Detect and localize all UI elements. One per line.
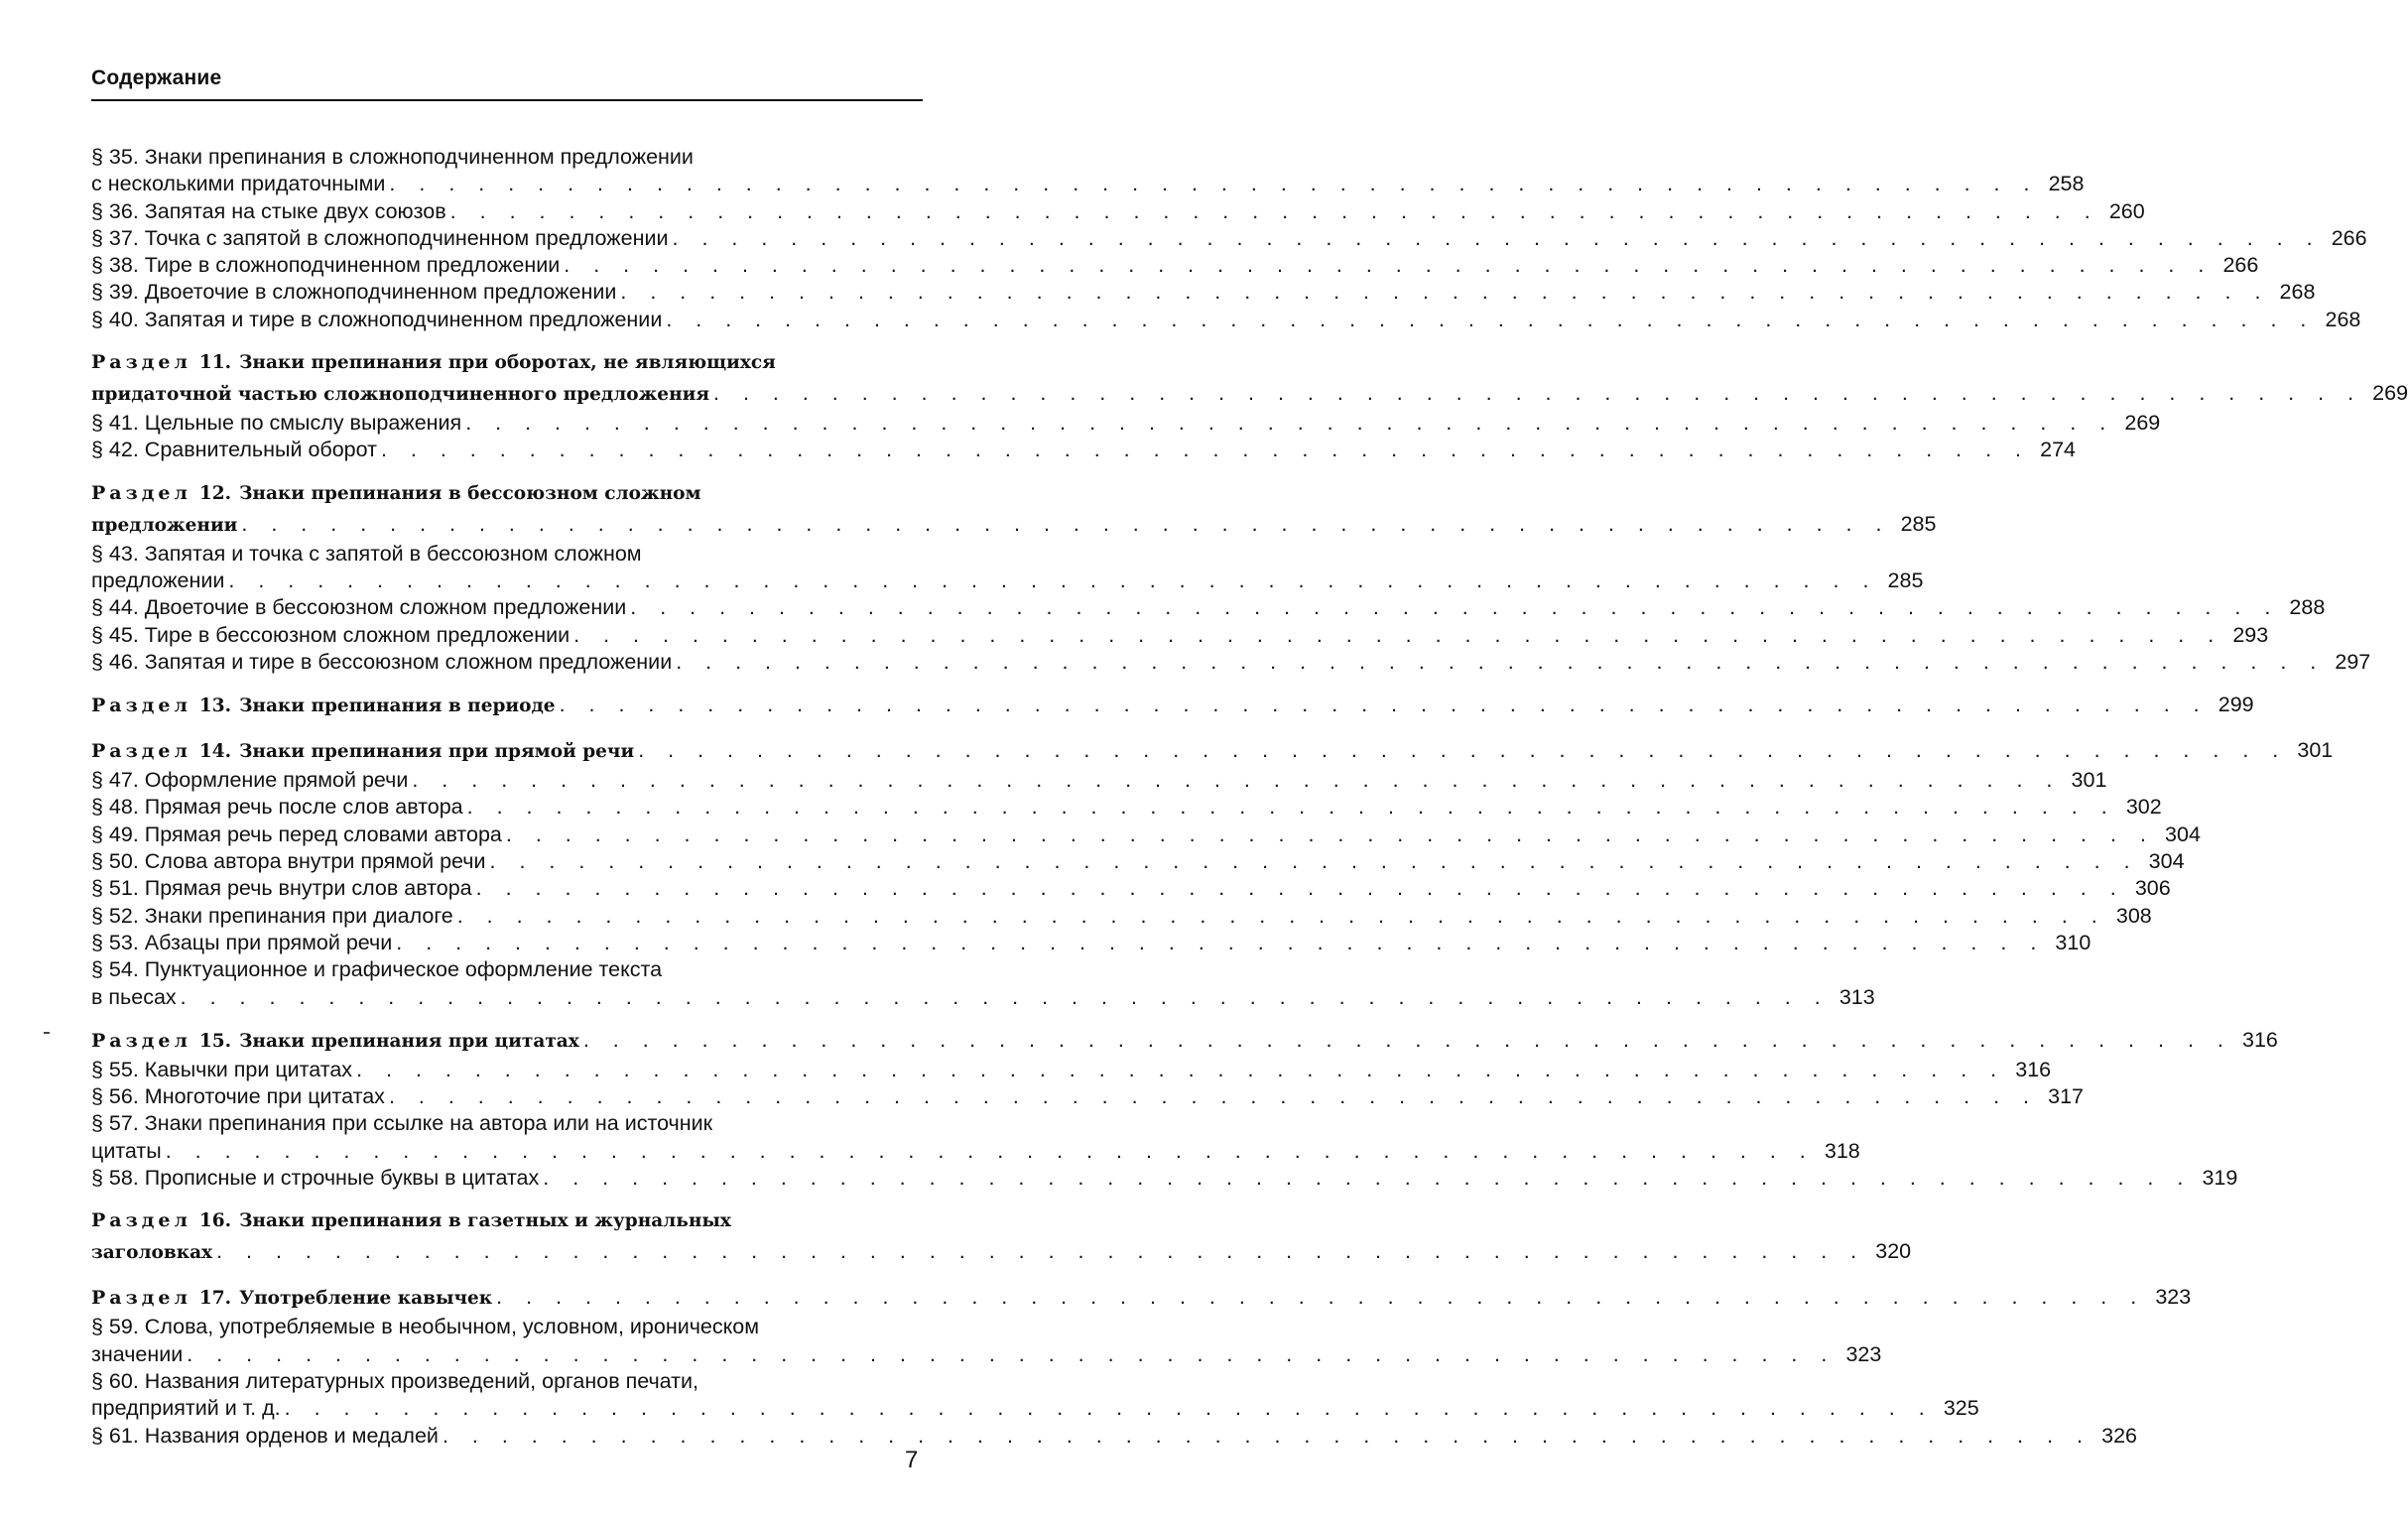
toc-entry: [91, 848, 2185, 875]
entry-text: заголовках: [91, 1242, 213, 1264]
entry-text: § 39. Двоеточие в сложноподчиненном предложении: [91, 280, 617, 305]
entry-text: предложении: [91, 568, 225, 592]
dot-leader: . . . . . . . . . . . . . . . . . . . . . . . . . . . . . . . . . . . . . . . . . . . . . . . . . . . . . . . .: [228, 568, 1878, 592]
toc-entry: [91, 225, 2367, 252]
toc-line: [91, 1314, 923, 1340]
entry-text: § 37. Точка с запятой в сложноподчиненном предложении: [91, 225, 669, 250]
toc-line: [91, 509, 1937, 541]
toc-entry: [91, 1423, 2137, 1450]
section-word: Раздел: [91, 1287, 191, 1310]
toc-line: [91, 794, 2162, 821]
toc-entry: [91, 541, 1924, 595]
toc-line: [91, 410, 2161, 437]
toc-line: [91, 1083, 2084, 1110]
toc-line: [91, 1057, 2052, 1083]
dot-leader: . . . . . . . . . . . . . . . . . . . . . . . . . . . . . . . . . . . . . . . . . . . . . . . . . . . . . . . .: [672, 225, 2322, 250]
dot-leader: . . . . . . . . . . . . . . . . . . . . . . . . . . . . . . . . . . . . . . . . . . . . . . . . . . . . . . . .: [180, 984, 1830, 1009]
entry-text: § 45. Тире в бессоюзном сложном предложении: [91, 622, 570, 647]
page-ref: 318: [1824, 1138, 1860, 1163]
dot-leader: . . . . . . . . . . . . . . . . . . . . . . . . . . . . . . . . . . . . . . . . . . . . . . . . . . . . . . . .: [543, 1166, 2193, 1191]
page-ref: 304: [2148, 849, 2185, 874]
toc-entry: [91, 144, 2085, 198]
dot-leader: . . . . . . . . . . . . . . . . . . . . . . . . . . . . . . . . . . . . . . . . . . . . . . . . . . . . . . . .: [465, 411, 2115, 436]
page-ref: 274: [2040, 438, 2077, 462]
toc-line: [91, 568, 1924, 594]
page-ref: 285: [1900, 511, 1937, 536]
table-of-contents: [91, 144, 2408, 1450]
dot-leader: . . . . . . . . . . . . . . . . . . . . . . . . . . . . . . . . . . . . . . . . . . . . . . . . . . . . . . . .: [475, 876, 2125, 901]
page-ref: 308: [2115, 903, 2152, 928]
page-ref: 269: [2372, 381, 2408, 406]
dot-leader: . . . . . . . . . . . . . . . . . . . . . . . . . . . . . . . . . . . . . . . . . . . . . . . . . . . . . . . .: [412, 768, 2062, 793]
page-ref: 323: [1845, 1341, 1882, 1366]
toc-line: [91, 478, 923, 509]
page-ref: 269: [2124, 411, 2161, 436]
dot-leader: . . . . . . . . . . . . . . . . . . . . . . . . . . . . . . . . . . . . . . . . . . . . . . . . . . . . . . . .: [630, 595, 2280, 620]
entry-text: предприятий и т. д.: [91, 1396, 281, 1421]
page-ref: 304: [2165, 822, 2201, 846]
entry-text: § 57. Знаки препинания при ссылке на автора или на источник: [91, 1111, 713, 1136]
toc-line: [91, 690, 2254, 721]
section-word: Раздел: [91, 481, 191, 504]
entry-text: значении: [91, 1341, 184, 1366]
toc-line: [91, 1368, 923, 1395]
entry-text: Знаки препинания при цитатах: [239, 1030, 579, 1052]
entry-text: § 43. Запятая и точка с запятой в бессоюзном сложном: [91, 541, 642, 566]
section-word: Раздел: [91, 351, 191, 374]
dot-leader: . . . . . . . . . . . . . . . . . . . . . . . . . . . . . . . . . . . . . . . . . . . . . . . . . . . . . . . .: [466, 795, 2116, 820]
page-ref: 326: [2101, 1423, 2137, 1448]
section-number: 13.: [198, 696, 232, 717]
section-number: 17.: [198, 1288, 232, 1310]
toc-entry: [91, 198, 2145, 225]
section-word: Раздел: [91, 1209, 191, 1232]
toc-entry: [91, 767, 2107, 794]
entry-text: § 51. Прямая речь внутри слов автора: [91, 876, 472, 901]
page-ref: 306: [2134, 876, 2171, 901]
page-ref: 301: [2071, 768, 2107, 793]
entry-text: § 47. Оформление прямой речи: [91, 768, 409, 793]
toc-entry: [91, 410, 2161, 437]
entry-text: с несколькими придаточными: [91, 172, 386, 196]
dot-leader: . . . . . . . . . . . . . . . . . . . . . . . . . . . . . . . . . . . . . . . . . . . . . . . . . . . . . . . .: [456, 903, 2106, 928]
entry-text: § 48. Прямая речь после слов автора: [91, 795, 463, 820]
section-word: Раздел: [91, 1029, 191, 1052]
dot-leader: . . . . . . . . . . . . . . . . . . . . . . . . . . . . . . . . . . . . . . . . . . . . . . . . . . . . . . . .: [489, 849, 2139, 874]
page-ref: 258: [2048, 172, 2085, 196]
toc-line: [91, 144, 923, 171]
entry-text: в пьесах: [91, 984, 177, 1009]
dot-leader: . . . . . . . . . . . . . . . . . . . . . . . . . . . . . . . . . . . . . . . . . . . . . . . . . . . . . . . .: [389, 172, 2039, 196]
toc-section: [91, 478, 1937, 541]
dot-leader: . . . . . . . . . . . . . . . . . . . . . . . . . . . . . . . . . . . . . . . . . . . . . . . . . . . . . . . .: [442, 1423, 2091, 1448]
margin-mark: [44, 1032, 50, 1034]
toc-line: [91, 1205, 923, 1236]
page-header: Содержание: [91, 62, 923, 101]
entry-text: § 44. Двоеточие в бессоюзном сложном предложении: [91, 595, 627, 620]
dot-leader: . . . . . . . . . . . . . . . . . . . . . . . . . . . . . . . . . . . . . . . . . . . . . . . . . . . . . . . .: [165, 1138, 1815, 1163]
page-ref: 268: [2325, 307, 2361, 331]
entry-text: Знаки препинания в бессоюзном сложном: [239, 482, 701, 504]
toc-entry: [91, 903, 2152, 930]
entry-text: Знаки препинания в периоде: [239, 696, 556, 717]
toc-line: [91, 1236, 1912, 1268]
toc-line: [91, 437, 2077, 463]
page-ref: 301: [2297, 738, 2334, 763]
toc-entry: [91, 822, 2201, 848]
toc-line: [91, 956, 923, 983]
toc-line: [91, 347, 923, 378]
entry-text: Знаки препинания при оборотах, не являющихся: [239, 352, 776, 374]
page-ref: 285: [1887, 568, 1924, 592]
toc-line: [91, 541, 923, 568]
toc-section: [91, 1282, 2192, 1314]
toc-line: [91, 984, 1875, 1011]
toc-line: [91, 875, 2171, 902]
toc-line: [91, 735, 2334, 767]
dot-leader: . . . . . . . . . . . . . . . . . . . . . . . . . . . . . . . . . . . . . . . . . . . . . . . . . . . . . . . .: [505, 822, 2155, 846]
dot-leader: . . . . . . . . . . . . . . . . . . . . . . . . . . . . . . . . . . . . . . . . . . . . . . . . . . . . . . . .: [638, 738, 2288, 763]
toc-line: [91, 903, 2152, 930]
toc-line: [91, 1165, 2238, 1192]
page-ref: 316: [2015, 1057, 2052, 1081]
toc-section: [91, 347, 2408, 410]
toc-line: [91, 198, 2145, 225]
entry-text: § 60. Названия литературных произведений, органов печати,: [91, 1368, 698, 1393]
toc-entry: [91, 1165, 2238, 1192]
section-number: 12.: [198, 482, 232, 504]
section-word: Раздел: [91, 695, 191, 717]
dot-leader: . . . . . . . . . . . . . . . . . . . . . . . . . . . . . . . . . . . . . . . . . . . . . . . . . . . . . . . .: [284, 1396, 1934, 1421]
entry-text: § 54. Пунктуационное и графическое оформление текста: [91, 957, 663, 982]
entry-text: § 50. Слова автора внутри прямой речи: [91, 849, 486, 874]
toc-line: [91, 848, 2185, 875]
toc-line: [91, 822, 2201, 848]
dot-leader: . . . . . . . . . . . . . . . . . . . . . . . . . . . . . . . . . . . . . . . . . . . . . . . . . . . . . . . .: [388, 1084, 2038, 1109]
page-ref: 299: [2218, 693, 2254, 717]
toc-entry: [91, 252, 2259, 279]
toc-entry: [91, 794, 2162, 821]
page-ref: 297: [2335, 649, 2371, 674]
entry-text: § 59. Слова, употребляемые в необычном, условном, ироническом: [91, 1315, 759, 1339]
entry-text: § 53. Абзацы при прямой речи: [91, 930, 393, 954]
dot-leader: . . . . . . . . . . . . . . . . . . . . . . . . . . . . . . . . . . . . . . . . . . . . . . . . . . . . . . . .: [676, 649, 2326, 674]
toc-entry: [91, 1368, 1979, 1423]
section-number: 11.: [198, 352, 232, 374]
page-ref: 268: [2279, 280, 2316, 305]
dot-leader: . . . . . . . . . . . . . . . . . . . . . . . . . . . . . . . . . . . . . . . . . . . . . . . . . . . . . . . .: [713, 381, 2363, 406]
page-ref: 302: [2125, 795, 2162, 820]
page-ref: 319: [2202, 1166, 2238, 1191]
toc-entry: [91, 649, 2371, 676]
page-ref: 293: [2232, 622, 2269, 647]
page-ref: 260: [2108, 198, 2145, 223]
toc-line: [91, 307, 2361, 333]
dot-leader: . . . . . . . . . . . . . . . . . . . . . . . . . . . . . . . . . . . . . . . . . . . . . . . . . . . . . . . .: [380, 438, 2031, 462]
entry-text: § 49. Прямая речь перед словами автора: [91, 822, 502, 846]
page-ref: 288: [2289, 595, 2326, 620]
page-ref: 266: [2331, 225, 2367, 250]
dot-leader: . . . . . . . . . . . . . . . . . . . . . . . . . . . . . . . . . . . . . . . . . . . . . . . . . . . . . . . .: [564, 253, 2214, 278]
toc-line: [91, 1341, 1882, 1368]
toc-line: [91, 1025, 2278, 1057]
toc-entry: [91, 307, 2361, 333]
toc-line: [91, 171, 2085, 197]
dot-leader: . . . . . . . . . . . . . . . . . . . . . . . . . . . . . . . . . . . . . . . . . . . . . . . . . . . . . . . .: [449, 198, 2099, 223]
toc-section: [91, 1205, 1912, 1268]
toc-line: [91, 649, 2371, 676]
dot-leader: . . . . . . . . . . . . . . . . . . . . . . . . . . . . . . . . . . . . . . . . . . . . . . . . . . . . . . . .: [396, 930, 2046, 954]
toc-page: [91, 62, 2408, 1450]
toc-entry: [91, 1110, 1860, 1165]
page-number: 7: [905, 1447, 919, 1473]
entry-text: Знаки препинания при прямой речи: [239, 741, 635, 763]
toc-line: [91, 1423, 2137, 1450]
toc-line: [91, 1282, 2192, 1314]
toc-entry: [91, 1083, 2084, 1110]
entry-text: § 41. Цельные по смыслу выражения: [91, 411, 462, 436]
toc-section: [91, 690, 2254, 721]
entry-text: Знаки препинания в газетных и журнальных: [239, 1210, 731, 1232]
page-ref: 320: [1875, 1239, 1912, 1264]
entry-text: цитаты: [91, 1138, 162, 1163]
entry-text: § 58. Прописные и строчные буквы в цитатах: [91, 1166, 540, 1191]
dot-leader: . . . . . . . . . . . . . . . . . . . . . . . . . . . . . . . . . . . . . . . . . . . . . . . . . . . . . . . .: [216, 1239, 1866, 1264]
toc-entry: [91, 1314, 1882, 1368]
page-ref: 323: [2155, 1285, 2192, 1310]
toc-line: [91, 930, 2091, 956]
entry-text: § 40. Запятая и тире в сложноподчиненном предложении: [91, 307, 663, 331]
dot-leader: . . . . . . . . . . . . . . . . . . . . . . . . . . . . . . . . . . . . . . . . . . . . . . . . . . . . . . . .: [496, 1285, 2146, 1310]
toc-line: [91, 1138, 1860, 1165]
entry-text: § 61. Названия орденов и медалей: [91, 1423, 439, 1448]
toc-entry: [91, 622, 2269, 649]
toc-line: [91, 1395, 1979, 1422]
dot-leader: . . . . . . . . . . . . . . . . . . . . . . . . . . . . . . . . . . . . . . . . . . . . . . . . . . . . . . . .: [573, 622, 2223, 647]
page-ref: 316: [2242, 1027, 2278, 1052]
dot-leader: . . . . . . . . . . . . . . . . . . . . . . . . . . . . . . . . . . . . . . . . . . . . . . . . . . . . . . . .: [582, 1027, 2232, 1052]
page-ref: 266: [2222, 253, 2259, 278]
dot-leader: . . . . . . . . . . . . . . . . . . . . . . . . . . . . . . . . . . . . . . . . . . . . . . . . . . . . . . . .: [666, 307, 2316, 331]
page-ref: 310: [2055, 930, 2091, 954]
section-number: 16.: [198, 1210, 232, 1232]
entry-text: § 52. Знаки препинания при диалоге: [91, 903, 453, 928]
dot-leader: . . . . . . . . . . . . . . . . . . . . . . . . . . . . . . . . . . . . . . . . . . . . . . . . . . . . . . . .: [620, 280, 2270, 305]
toc-entry: [91, 930, 2091, 956]
toc-section: [91, 1025, 2278, 1057]
dot-leader: . . . . . . . . . . . . . . . . . . . . . . . . . . . . . . . . . . . . . . . . . . . . . . . . . . . . . . . .: [187, 1341, 1837, 1366]
entry-text: § 56. Многоточие при цитатах: [91, 1084, 385, 1109]
dot-leader: . . . . . . . . . . . . . . . . . . . . . . . . . . . . . . . . . . . . . . . . . . . . . . . . . . . . . . . .: [559, 693, 2209, 717]
entry-text: Употребление кавычек: [239, 1288, 493, 1310]
toc-entry: [91, 956, 1875, 1011]
toc-entry: [91, 875, 2171, 902]
toc-line: [91, 594, 2326, 621]
entry-text: § 35. Знаки препинания в сложноподчиненном предложении: [91, 145, 694, 169]
toc-line: [91, 1110, 923, 1137]
section-word: Раздел: [91, 740, 191, 763]
toc-entry: [91, 437, 2077, 463]
entry-text: § 42. Сравнительный оборот: [91, 438, 377, 462]
page-ref: 317: [2048, 1084, 2084, 1109]
toc-line: [91, 252, 2259, 279]
entry-text: § 46. Запятая и тире в бессоюзном сложном предложении: [91, 649, 673, 674]
toc-line: [91, 279, 2316, 306]
page-ref: 313: [1838, 984, 1875, 1009]
entry-text: § 38. Тире в сложноподчиненном предложении: [91, 253, 561, 278]
section-number: 14.: [198, 741, 232, 763]
toc-line: [91, 378, 2408, 410]
toc-line: [91, 767, 2107, 794]
toc-section: [91, 735, 2334, 767]
dot-leader: . . . . . . . . . . . . . . . . . . . . . . . . . . . . . . . . . . . . . . . . . . . . . . . . . . . . . . . .: [356, 1057, 2006, 1081]
entry-text: § 55. Кавычки при цитатах: [91, 1057, 353, 1081]
toc-entry: [91, 594, 2326, 621]
toc-entry: [91, 279, 2316, 306]
toc-line: [91, 622, 2269, 649]
toc-entry: [91, 1057, 2052, 1083]
entry-text: придаточной частью сложноподчиненного предложения: [91, 384, 709, 406]
toc-line: [91, 225, 2367, 252]
section-number: 15.: [198, 1030, 232, 1052]
entry-text: § 36. Запятая на стыке двух союзов: [91, 198, 446, 223]
entry-text: предложении: [91, 514, 238, 536]
page-ref: 325: [1943, 1396, 1979, 1421]
dot-leader: . . . . . . . . . . . . . . . . . . . . . . . . . . . . . . . . . . . . . . . . . . . . . . . . . . . . . . . .: [241, 511, 1891, 536]
